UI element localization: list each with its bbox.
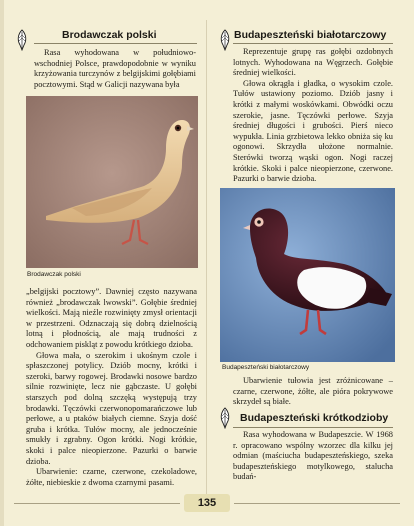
footer-rule [234,503,400,504]
intro-paragraph: Rasa wyhodowana w południowo-wschodniej Polsce, prawdopodobnie w wyniku krzyżowania turczynów z belgijskimi gołębiami pocztowymi. Stąd w Galicji nazywana była [34,48,196,89]
section-heading: Budapeszteński krótkodzioby [240,412,389,424]
feather-icon [13,29,31,51]
page-edge [0,0,4,526]
coloration-paragraph: Ubarwienie tułowia jest zróżnicowane – czarne, czerwone, żółte, ale pióra pokrywowe skrzydeł są białe. [233,376,393,407]
description-paragraph: Rasa wyhodowana w Budapeszcie. W 1968 r. opracowano wspólny wzorzec dla kilku jej odmian (maściucha budapeszteńskiego, szeka budapeszteńskiego motylkowego, stalucha budań- [233,430,393,482]
pigeon-illustration [26,96,198,268]
feather-icon [216,29,234,51]
heading-rule [233,427,393,428]
footer-rule [14,503,180,504]
photo-caption: Budapeszteński białotarczowy [222,364,310,371]
description-paragraph: Reprezentuje grupę ras gołębi ozdobnych lotnych. Wyhodowana na Węgrzech. Gołębie średniej wielkości. Głowa okrągła i gładka, o wysokim czole. Tułów ustawiony poziomo. Dziób jasny i krótki z małymi woskówkami. Obwódki oczu szerokie, jasne. Tęczówki perłowe. Szyja średniej długości i grubości. Pierś nieco wypukła. Linia grzbietowa lekko obniża się ku ogonowi. Skrzydła ułożone normalnie. Sterówki tworzą wąski ogon. Nogi raczej krótkie. Skoki i palce nieopierzone, czerwone. Pazurki o barwie dzioba. [233,47,393,184]
page-number: 135 [184,494,230,512]
column-divider [206,20,207,500]
heading-rule [233,43,393,44]
pigeon-illustration [220,188,395,362]
body-paragraph: „belgijski pocztowy”. Dawniej często nazywana również „brodawczak lwowski”. Gołębie średniej wielkości. Mają nieźle rozwinięty zmysł orientacji w przestrzeni. Odznaczają się dobrą dzielnością lotną i płodnością, ale mają trudności z odchowaniem piskląt z powodu krótkiego dzioba. Głowa mała, o szerokim i ukośnym czole i spłaszczonej potylicy. Dziób mocny, krótki i szeroki, barwy rogowej. Brodawki nosowe bardzo silnie rozwinięte, lecz nie gąbczaste. U gołębi starszych pod dolną szczęką występują trzy brodawki. Tęczówki czerwonopomarańczowe lub perłowe, a u ptaków białych ciemne. Szyja dość gruba i krótka. Tułów mocny, ale jednocześnie smukły i zgrabny. Ogon krótki. Nogi krótkie, skoki i palce nieopierzone. Pazurki o barwie dzioba. Ubarwienie: czarne, czerwone, czekoladowe, żółte, niebieskie z dwoma czarnymi pasami. [26,287,197,487]
photo-caption: Brodawczak polski [27,271,81,278]
brodawczak-photo [26,96,198,268]
heading-rule [34,43,197,44]
budapest-pigeon-photo [220,188,395,362]
section-heading: Budapeszteński białotarczowy [234,29,387,41]
feather-icon [216,407,234,429]
section-heading: Brodawczak polski [62,29,157,41]
